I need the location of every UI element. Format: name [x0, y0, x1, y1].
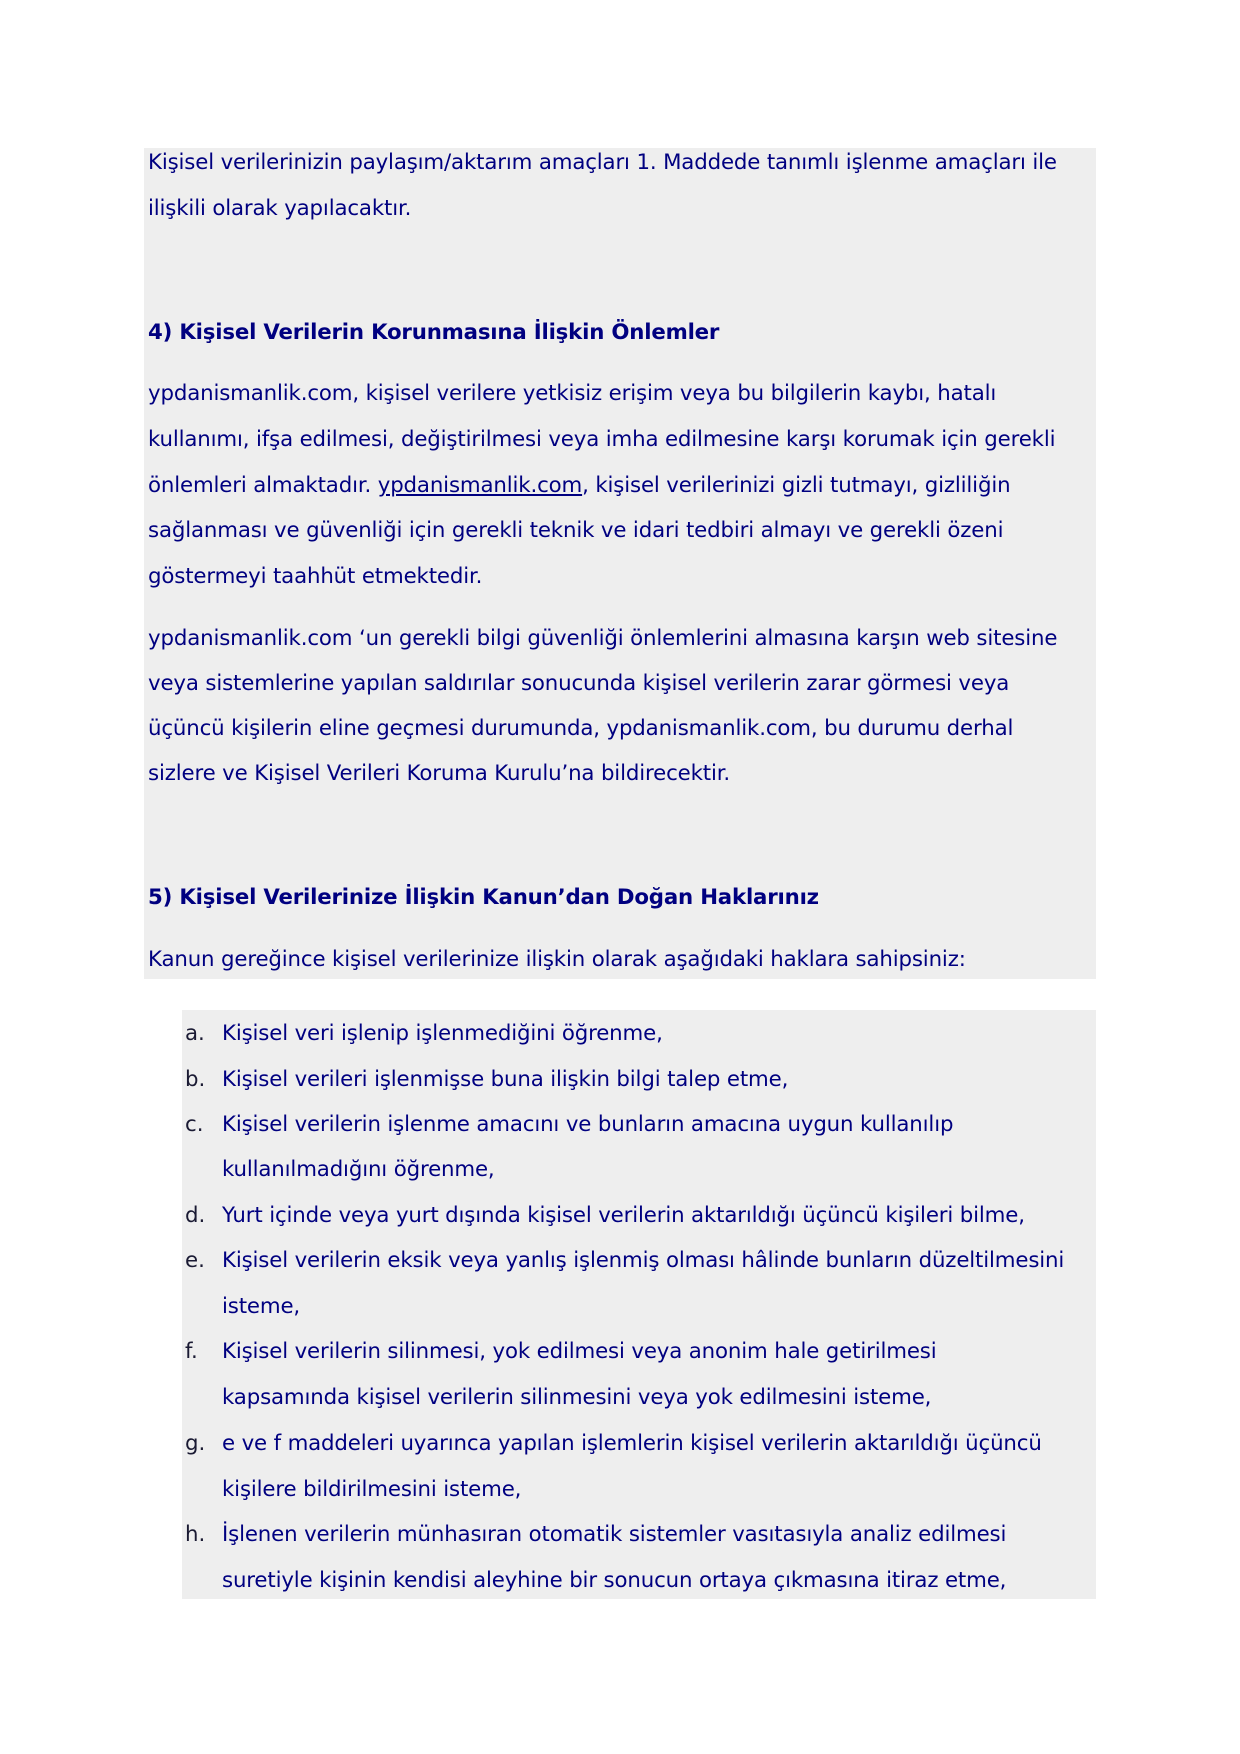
list-item-continuation: kişilere bildirilmesini isteme, [222, 1477, 522, 1502]
list-item: e ve f maddeleri uyarınca yapılan işlemlerin kişisel verilerin aktarıldığı üçüncü [222, 1431, 1042, 1456]
list-item: Yurt içinde veya yurt dışında kişisel verilerin aktarıldığı üçüncü kişileri bilme, [222, 1203, 1025, 1228]
section-4-heading: 4) Kişisel Verilerin Korunmasına İlişkin Önlemler [148, 320, 720, 345]
paragraph-line: göstermeyi taahhüt etmektedir. [148, 564, 483, 589]
section-5-heading: 5) Kişisel Verilerinize İlişkin Kanun’dan Doğan Haklarınız [148, 885, 819, 910]
list-marker: h. [185, 1522, 206, 1547]
list-item: Kişisel veri işlenip işlenmediğini öğrenme, [222, 1021, 663, 1046]
paragraph-line: kullanımı, ifşa edilmesi, değiştirilmesi veya imha edilmesine karşı korumak için gerekli [148, 427, 1056, 452]
paragraph-line: sizlere ve Kişisel Verileri Koruma Kurulu’na bildirecektir. [148, 761, 731, 786]
paragraph-line [148, 472, 1010, 500]
list-marker: b. [185, 1067, 206, 1092]
list-item-continuation: kapsamında kişisel verilerin silinmesini veya yok edilmesini isteme, [222, 1385, 932, 1410]
list-marker: g. [185, 1431, 206, 1456]
paragraph-text: önlemleri almaktadır. [148, 473, 378, 498]
list-item: Kişisel verilerin eksik veya yanlış işlenmiş olması hâlinde bunların düzeltilmesini [222, 1248, 1065, 1273]
section-5-intro: Kanun gereğince kişisel verilerinize ilişkin olarak aşağıdaki haklara sahipsiniz: [148, 947, 966, 972]
list-marker: e. [185, 1248, 205, 1273]
paragraph-text: , kişisel verilerinizi gizli tutmayı, gizliliğin [582, 473, 1011, 498]
paragraph-line: üçüncü kişilerin eline geçmesi durumunda, ypdanismanlik.com, bu durumu derhal [148, 716, 1014, 741]
list-item: Kişisel verilerin işlenme amacını ve bunların amacına uygun kullanılıp [222, 1112, 954, 1137]
paragraph-line: Kişisel verilerinizin paylaşım/aktarım amaçları 1. Maddede tanımlı işlenme amaçları ile [148, 150, 1057, 175]
rights-list-background [182, 1010, 1096, 1599]
paragraph-line: ypdanismanlik.com, kişisel verilere yetkisiz erişim veya bu bilgilerin kaybı, hatalı [148, 381, 997, 406]
list-item: İşlenen verilerin münhasıran otomatik sistemler vasıtasıyla analiz edilmesi [222, 1522, 1007, 1547]
ypdanismanlik-link[interactable]: ypdanismanlik.com [377, 473, 583, 498]
paragraph-line: ypdanismanlik.com ‘un gerekli bilgi güvenliği önlemlerini almasına karşın web sitesine [148, 626, 1058, 651]
list-item-continuation: isteme, [222, 1294, 301, 1319]
paragraph-line: sağlanması ve güvenliği için gerekli teknik ve idari tedbiri almayı ve gerekli özeni [148, 518, 1004, 543]
list-item: Kişisel verilerin silinmesi, yok edilmesi veya anonim hale getirilmesi [222, 1339, 937, 1364]
list-marker: f. [185, 1339, 198, 1364]
list-item-continuation: kullanılmadığını öğrenme, [222, 1157, 495, 1182]
list-marker: a. [185, 1021, 205, 1046]
list-item: Kişisel verileri işlenmişse buna ilişkin bilgi talep etme, [222, 1067, 789, 1092]
list-marker: d. [185, 1203, 206, 1228]
paragraph-line: veya sistemlerine yapılan saldırılar sonucunda kişisel verilerin zarar görmesi veya [148, 671, 1010, 696]
list-item-continuation: suretiyle kişinin kendisi aleyhine bir sonucun ortaya çıkmasına itiraz etme, [222, 1568, 1007, 1593]
list-marker: c. [185, 1112, 204, 1137]
paragraph-line: ilişkili olarak yapılacaktır. [148, 196, 412, 221]
